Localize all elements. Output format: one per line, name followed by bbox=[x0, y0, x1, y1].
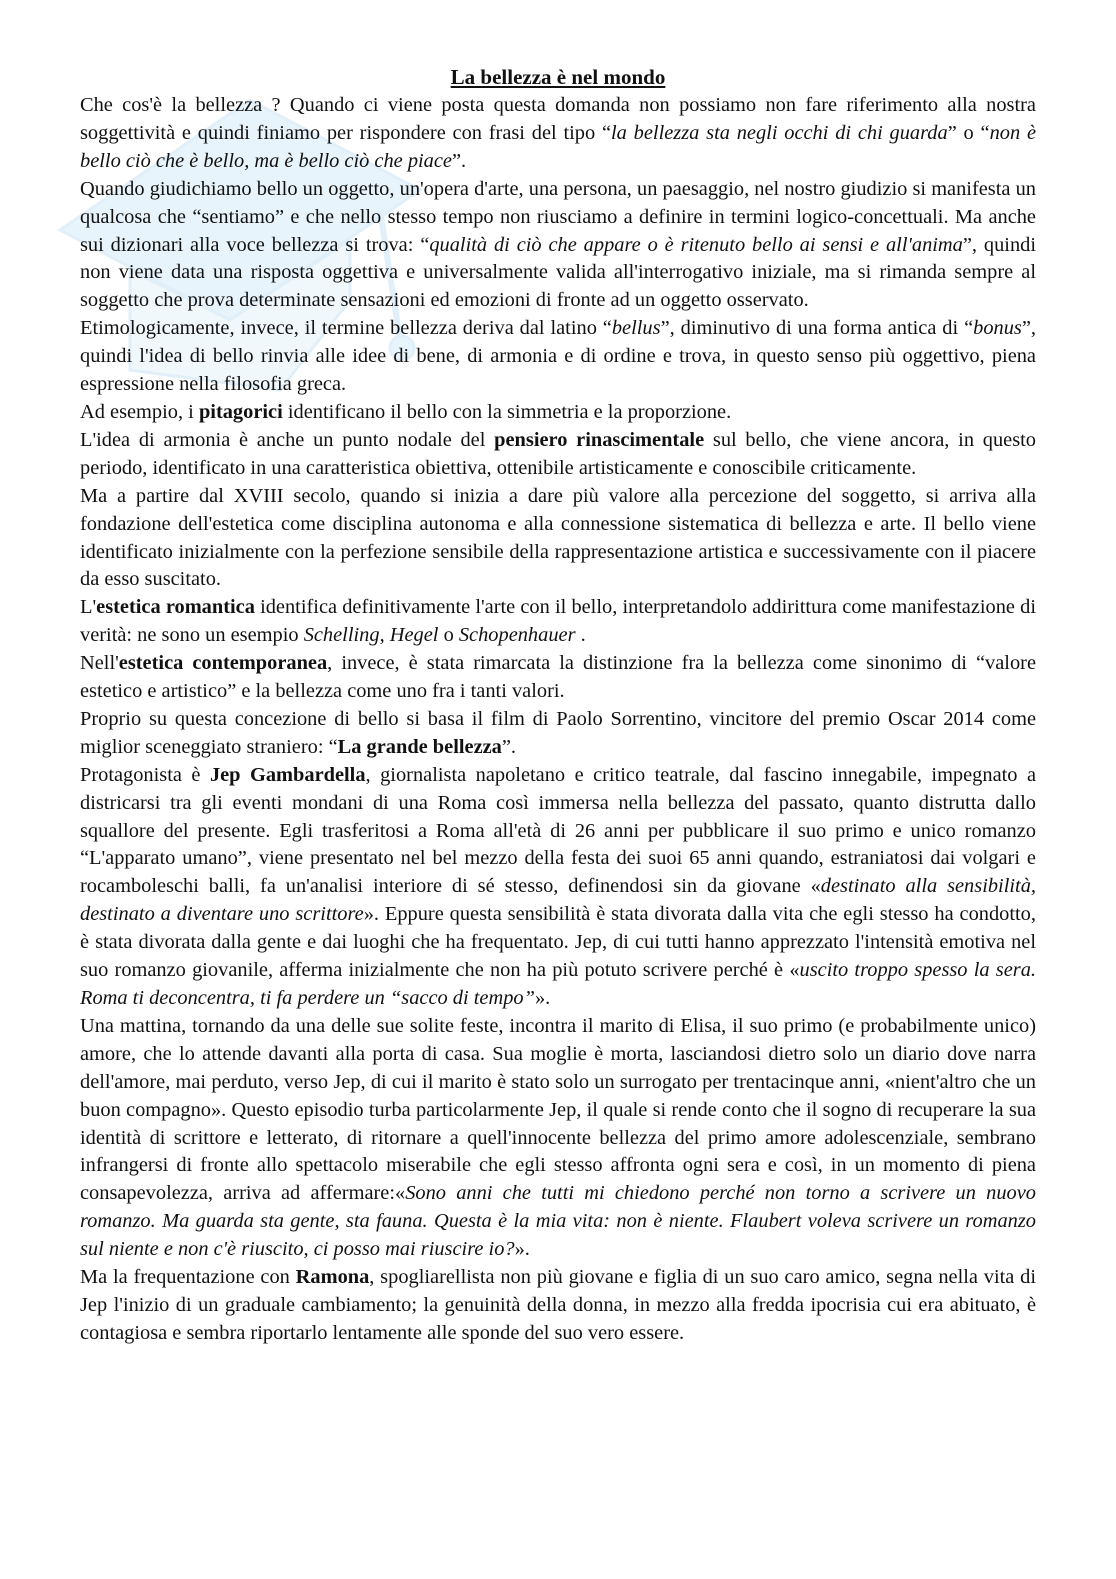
text-run: o bbox=[438, 624, 459, 647]
text-run: Che cos'è la bellezza ? Quando ci viene posta questa domanda non possiamo non fare riferimento alla nostra soggettività e quindi finiamo per rispondere con frasi del tipo “ bbox=[80, 94, 1036, 144]
italic-name: Schelling bbox=[303, 624, 380, 647]
text-run: ”, quindi non viene data una risposta oggettiva e universalmente valida all'interrogativo iniziale, ma si rimanda sempre al soggetto che prova determinate sensazioni ed emozioni di fronte ad un oggetto osservato. bbox=[80, 233, 1036, 312]
text-run: ». bbox=[514, 1238, 530, 1261]
text-run: ”. bbox=[451, 149, 467, 172]
italic-quote: destinato alla sensibilità, destinato a diventare uno scrittore bbox=[80, 875, 1037, 926]
bold-term: La grande bellezza bbox=[337, 735, 502, 758]
text-run: Quando giudichiamo bello un oggetto, un'opera d'arte, una persona, un paesaggio, nel nostro giudizio si manifesta un qualcosa che “sentiamo” e che nello stesso tempo non riusciamo a definire in termini logico-concettuali. Ma anche sui dizionari alla voce bellezza si trova: “ bbox=[80, 177, 1036, 256]
text-run: , bbox=[379, 624, 390, 647]
paragraph-protagonist bbox=[80, 762, 1036, 1013]
bold-term: Ramona bbox=[295, 1266, 370, 1289]
bold-term: pensiero rinascimentale bbox=[494, 428, 705, 451]
bold-term: estetica romantica bbox=[96, 596, 255, 619]
italic-name: Schopenhauer bbox=[458, 624, 576, 647]
text-run: L' bbox=[80, 596, 97, 619]
paragraph-xviii-century bbox=[80, 483, 1036, 595]
paragraph-ramona bbox=[80, 1264, 1036, 1348]
italic-name: Hegel bbox=[389, 624, 439, 647]
text-run: identifica definitivamente l'arte con il bello, interpretandolo addirittura come manifestazione di verità: ne sono un esempio bbox=[80, 596, 1036, 647]
paragraph-film bbox=[80, 706, 1036, 762]
italic-term: bonus bbox=[973, 317, 1022, 340]
text-run: , invece, è stata rimarcata la distinzione fra la bellezza come sinonimo di “valore estetico e artistico” e la bellezza come uno fra i tanti valori. bbox=[80, 652, 1036, 703]
text-run: Ad esempio, i bbox=[80, 400, 199, 423]
text-run: Ma a partire dal XVIII secolo, quando si inizia a dare più valore alla percezione del soggetto, si arriva alla fondazione dell'estetica come disciplina autonoma e alla connessione sistematica di bellezza e arte. Il bello viene identificato inizialmente con la perfezione sensibile della rappresentazione artistica e successivamente con il piacere da esso suscitato. bbox=[80, 484, 1036, 591]
paragraph-intro bbox=[80, 92, 1036, 176]
text-run: ”, quindi l'idea di bello rinvia alle idee di bene, di armonia e di ordine e trova, in questo senso più oggettivo, piena espressione nella filosofia greca. bbox=[80, 317, 1037, 396]
text-run: Etimologicamente, invece, il termine bellezza deriva dal latino “ bbox=[80, 317, 612, 340]
bold-term: Jep Gambardella bbox=[209, 763, 366, 786]
document-title: La bellezza è nel mondo bbox=[450, 65, 666, 89]
italic-quote: non è bello ciò che è bello, ma è bello ciò che piace bbox=[80, 121, 1036, 172]
text-run: , spogliarellista non più giovane e figlia di un suo caro amico, segna nella vita di Jep l'inizio di un graduale cambiamento; la genuinità della donna, in mezzo alla fredda ipocrisia cui era abituato, è contagiosa e sembra riportarlo lentamente alle sponde del suo vero essere. bbox=[80, 1266, 1037, 1344]
text-run: Ma la frequentazione con bbox=[80, 1266, 296, 1289]
document-body bbox=[80, 62, 1036, 1348]
text-run: ”, diminutivo di una forma antica di “ bbox=[660, 317, 974, 340]
text-run: . bbox=[575, 624, 586, 647]
text-run: , giornalista napoletano e critico teatrale, dal fascino innegabile, impegnato a districarsi tra gli eventi mondani di una Roma così immersa nella bellezza del passato, quanto distrutta dallo squallore del presente. Egli trasferitosi a Roma all'età di 26 anni per pubblicare il suo primo e unico romanzo “L'apparato umano”, viene presentato nel bel mezzo della festa dei suoi 65 anni quando, estraniatosi dai volgari e rocamboleschi balli, fa un'analisi interiore di sé stesso, definendosi sin da giovane « bbox=[80, 763, 1036, 898]
bold-term: pitagorici bbox=[198, 400, 283, 423]
paragraph-judgement bbox=[80, 176, 1036, 316]
paragraph-pythagoreans bbox=[80, 399, 1036, 427]
text-run: ”. bbox=[501, 735, 517, 758]
text-run: Protagonista è bbox=[80, 763, 210, 786]
italic-quote: qualità di ciò che appare o è ritenuto bello ai sensi e all'anima bbox=[429, 233, 963, 256]
italic-quote: la bellezza sta negli occhi di chi guarda bbox=[611, 121, 948, 144]
text-run: ». Eppure questa sensibilità è stata divorata dalla vita che egli stesso ha condotto, è stata divorata dalla gente e dai luoghi che ha frequentato. Jep, di cui tutti hanno apprezzato l'intensità emotiva nel suo romanzo giovanile, afferma inizialmente che non ha più potuto scrivere perché è « bbox=[80, 903, 1036, 982]
italic-term: bellus bbox=[611, 317, 661, 340]
bold-term: estetica contemporanea bbox=[118, 652, 328, 675]
text-run: Proprio su questa concezione di bello si basa il film di Paolo Sorrentino, vincitore del premio Oscar 2014 come miglior sceneggiato straniero: “ bbox=[80, 707, 1036, 758]
text-run: Nell' bbox=[80, 652, 119, 675]
italic-quote: uscito troppo spesso la sera. Roma ti deconcentra, ti fa perdere un “sacco di tempo” bbox=[80, 959, 1036, 1009]
paragraph-etymology bbox=[80, 315, 1036, 399]
paragraph-elisa bbox=[80, 1013, 1036, 1264]
text-run: ». bbox=[534, 987, 551, 1009]
text-run: Una mattina, tornando da una delle sue solite feste, incontra il marito di Elisa, il suo primo (e probabilmente unico) amore, che lo attende davanti alla porta di casa. Sua moglie è morta, lasciandosi dietro solo un diario dove narra dell'amore, mai perduto, verso Jep, di cui il marito è stato solo un surrogato per trentacinque anni, «nient'altro che un buon compagno». Questo episodio turba particolarmente Jep, il quale si rende conto che il sogno di recuperare la sua identità di scrittore e letterato, di ritornare a quell'innocente bellezza del primo amore adolescenziale, sembrano infrangersi di fronte allo spettacolo miserabile che egli stesso affronta ogni sera e così, in un momento di piena consapevolezza, arriva ad affermare:« bbox=[80, 1014, 1036, 1205]
paragraph-renaissance bbox=[80, 427, 1036, 483]
text-run: identificano il bello con la simmetria e la proporzione. bbox=[282, 400, 732, 423]
italic-quote: Sono anni che tutti mi chiedono perché non torno a scrivere un nuovo romanzo. Ma guarda sta gente, sta fauna. Questa è la mia vita: non è niente. Flaubert voleva scrivere un romanzo sul niente e non c'è riuscito, ci posso mai riuscire io? bbox=[80, 1182, 1036, 1261]
text-run: sul bello, che viene ancora, in questo periodo, identificato in una caratteristica obiettiva, ottenibile artisticamente e conoscibile criticamente. bbox=[80, 428, 1036, 479]
paragraph-contemporary-aesthetics bbox=[80, 650, 1036, 706]
text-run: L'idea di armonia è anche un punto nodale del bbox=[80, 428, 495, 451]
paragraph-romantic-aesthetics bbox=[80, 594, 1036, 650]
text-run: ” o “ bbox=[947, 121, 990, 144]
